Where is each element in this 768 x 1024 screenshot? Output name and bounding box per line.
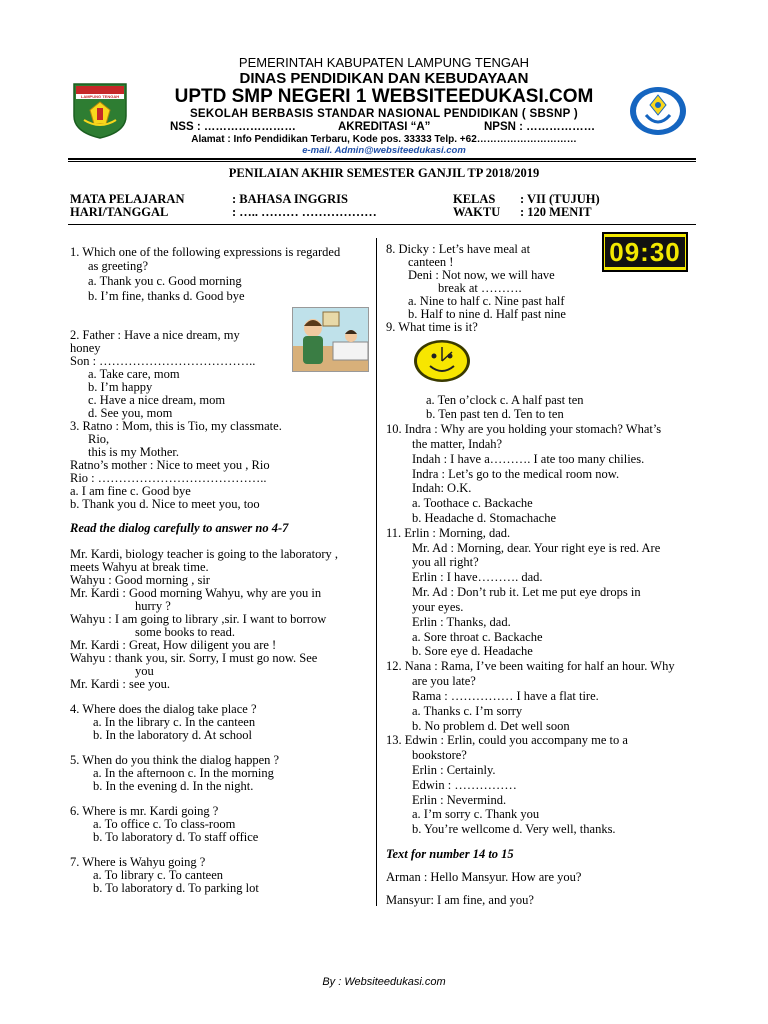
left-text-line: Wahyu : I am going to library ,sir. I want to borrow	[70, 612, 327, 626]
analog-clock-icon	[412, 338, 472, 384]
right-text-line: Erlin : Thanks, dad.	[412, 615, 511, 629]
right-text-line: break at ……….	[438, 281, 522, 295]
header-divider	[68, 158, 696, 160]
right-text-line: 11. Erlin : Morning, dad.	[386, 526, 511, 540]
label-kelas: KELAS	[453, 192, 496, 206]
left-text-line: meets Wahyu at break time.	[70, 560, 209, 574]
right-text-line: b. No problem d. Det well soon	[412, 719, 570, 733]
header-divider-thin	[68, 161, 696, 162]
left-text-line: Mr. Kardi : Good morning Wahyu, why are you in	[70, 586, 322, 600]
right-text-line: are you late?	[412, 674, 476, 688]
left-text-line: a. I am fine c. Good bye	[70, 484, 191, 498]
left-text-line: Ratno’s mother : Nice to meet you , Rio	[70, 458, 270, 472]
exam-title: PENILAIAN AKHIR SEMESTER GANJIL TP 2018/2019	[228, 166, 540, 180]
left-text-line: 2. Father : Have a nice dream, my	[70, 328, 240, 342]
header-email: e-mail. Admin@websiteedukasi.com	[302, 145, 466, 156]
left-text-line: a. To office c. To class-room	[93, 817, 236, 831]
right-text-line: b. Ten past ten d. Ten to ten	[426, 407, 564, 421]
left-text-line: Mr. Kardi : Great, How diligent you are !	[70, 638, 277, 652]
footer-credit: By : Websiteedukasi.com	[322, 976, 446, 988]
left-text-line: Read the dialog carefully to answer no 4-7	[70, 521, 289, 535]
right-text-line: a. I’m sorry c. Thank you	[412, 807, 540, 821]
left-text-line: 1. Which one of the following expressions is regarded	[70, 245, 341, 259]
right-text-line: 10. Indra : Why are you holding your stomach? What’s	[386, 422, 662, 436]
left-text-line: b. I’m fine, thanks d. Good bye	[88, 289, 245, 303]
header-nss: NSS : ……………………	[170, 121, 296, 133]
left-text-line: as greeting?	[88, 259, 149, 273]
right-text-line: Indra : Let’s go to the medical room now.	[412, 467, 620, 481]
right-text-line: a. Nine to half c. Nine past half	[408, 294, 565, 308]
left-text-line: some books to read.	[135, 625, 235, 639]
left-text-line: Son : ………………………………..	[70, 354, 256, 368]
left-text-line: c. Have a nice dream, mom	[88, 393, 226, 407]
label-mata-pelajaran: MATA PELAJARAN	[70, 192, 185, 206]
left-text-line: a. In the afternoon c. In the morning	[93, 766, 274, 780]
column-divider	[376, 238, 377, 906]
right-text-line: the matter, Indah?	[412, 437, 503, 451]
right-text-line: canteen !	[408, 255, 454, 269]
header-school-name: UPTD SMP NEGERI 1 WEBSITEEDUKASI.COM	[174, 86, 594, 107]
left-text-line: a. Take care, mom	[88, 367, 180, 381]
left-text-line: b. To laboratory d. To parking lot	[93, 881, 259, 895]
left-text-line: 3. Ratno : Mom, this is Tio, my classmate.	[70, 419, 282, 433]
right-text-line: Arman : Hello Mansyur. How are you?	[386, 870, 582, 884]
left-text-line: hurry ?	[135, 599, 171, 613]
left-text-line: a. In the library c. In the canteen	[93, 715, 256, 729]
tutwuri-logo-icon	[628, 85, 688, 137]
right-text-line: Text for number 14 to 15	[386, 847, 514, 861]
right-text-line: a. Ten o’clock c. A half past ten	[426, 393, 584, 407]
left-text-line: 4. Where does the dialog take place ?	[70, 702, 257, 716]
left-text-line: Mr. Kardi, biology teacher is going to the laboratory ,	[70, 547, 338, 561]
left-text-line: a. To library c. To canteen	[93, 868, 224, 882]
right-text-line: a. Thanks c. I’m sorry	[412, 704, 523, 718]
value-mata-pelajaran: : BAHASA INGGRIS	[232, 192, 348, 206]
digital-clock-image	[602, 232, 688, 272]
right-text-line: Erlin : Certainly.	[412, 763, 496, 777]
left-text-line: 6. Where is mr. Kardi going ?	[70, 804, 219, 818]
right-text-line: Indah : I have a………. I ate too many chilies.	[412, 452, 645, 466]
right-text-line: b. You’re wellcome d. Very well, thanks.	[412, 822, 616, 836]
digital-clock-time: 09:30	[605, 237, 685, 267]
right-text-line: 8. Dicky : Let’s have meal at	[386, 242, 531, 256]
header-line-1: PEMERINTAH KABUPATEN LAMPUNG TENGAH	[238, 55, 530, 70]
left-text-line: Rio,	[88, 432, 110, 446]
left-text-line: 7. Where is Wahyu going ?	[70, 855, 206, 869]
right-text-line: Mansyur: I am fine, and you?	[386, 893, 534, 907]
right-text-line: Deni : Not now, we will have	[408, 268, 555, 282]
value-kelas: : VII (TUJUH)	[520, 192, 600, 206]
left-text-line: honey	[70, 341, 101, 355]
right-text-line: 12. Nana : Rama, I’ve been waiting for half an hour. Why	[386, 659, 675, 673]
info-divider	[68, 224, 696, 225]
right-text-line: 9. What time is it?	[386, 320, 478, 334]
right-text-line: your eyes.	[412, 600, 464, 614]
left-text-line: 5. When do you think the dialog happen ?	[70, 753, 280, 767]
right-text-line: 13. Edwin : Erlin, could you accompany me to a	[386, 733, 628, 747]
left-text-line: b. To laboratory d. To staff office	[93, 830, 259, 844]
value-waktu: : 120 MENIT	[520, 205, 592, 219]
left-text-line: Wahyu : thank you, sir. Sorry, I must go now. See	[70, 651, 318, 665]
left-text-line: you	[135, 664, 154, 678]
left-text-line: a. Thank you c. Good morning	[88, 274, 242, 288]
right-text-line: bookstore?	[412, 748, 467, 762]
right-text-line: a. Toothace c. Backache	[412, 496, 533, 510]
right-text-line: Edwin : ……………	[412, 778, 517, 792]
right-text-line: b. Sore eye d. Headache	[412, 644, 533, 658]
left-text-line: Mr. Kardi : see you.	[70, 677, 170, 691]
header-line-4: SEKOLAH BERBASIS STANDAR NASIONAL PENDIDIKAN ( SBSNP )	[189, 108, 579, 120]
label-hari-tanggal: HARI/TANGGAL	[70, 205, 169, 219]
label-waktu: WAKTU	[453, 205, 501, 219]
right-text-line: Indah: O.K.	[412, 481, 472, 495]
header-npsn: NPSN : ………………	[484, 121, 596, 133]
father-son-illustration	[292, 307, 369, 372]
right-text-line: Mr. Ad : Don’t rub it. Let me put eye drops in	[412, 585, 641, 599]
district-logo-icon	[70, 80, 130, 140]
value-hari-tanggal: : ….. ……… ………………	[232, 205, 377, 219]
left-text-line: Rio : …………………………………..	[70, 471, 267, 485]
header-akreditasi: AKREDITASI “A”	[338, 121, 431, 133]
right-text-line: b. Half to nine d. Half past nine	[408, 307, 566, 321]
left-text-line: b. In the evening d. In the night.	[93, 779, 254, 793]
header-alamat: Alamat : Info Pendidikan Terbaru, Kode pos. 33333 Telp. +62…………………………	[191, 134, 577, 145]
right-text-line: a. Sore throat c. Backache	[412, 630, 543, 644]
logo-caption: LAMPUNG TENGAH	[80, 94, 120, 99]
left-text-line: b. In the laboratory d. At school	[93, 728, 252, 742]
header-line-2: DINAS PENDIDIKAN DAN KEBUDAYAAN	[239, 70, 529, 87]
left-text-line: b. Thank you d. Nice to meet you, too	[70, 497, 260, 511]
left-text-line: Wahyu : Good morning , sir	[70, 573, 210, 587]
right-text-line: Erlin : Nevermind.	[412, 793, 507, 807]
left-text-line: d. See you, mom	[88, 406, 173, 420]
right-text-line: b. Headache d. Stomachache	[412, 511, 557, 525]
left-text-line: this is my Mother.	[88, 445, 179, 459]
left-text-line: b. I’m happy	[88, 380, 153, 394]
right-text-line: Mr. Ad : Morning, dear. Your right eye is red. Are	[412, 541, 661, 555]
right-text-line: Erlin : I have………. dad.	[412, 570, 543, 584]
right-text-line: Rama : …………… I have a flat tire.	[412, 689, 599, 703]
right-text-line: you all right?	[412, 555, 479, 569]
